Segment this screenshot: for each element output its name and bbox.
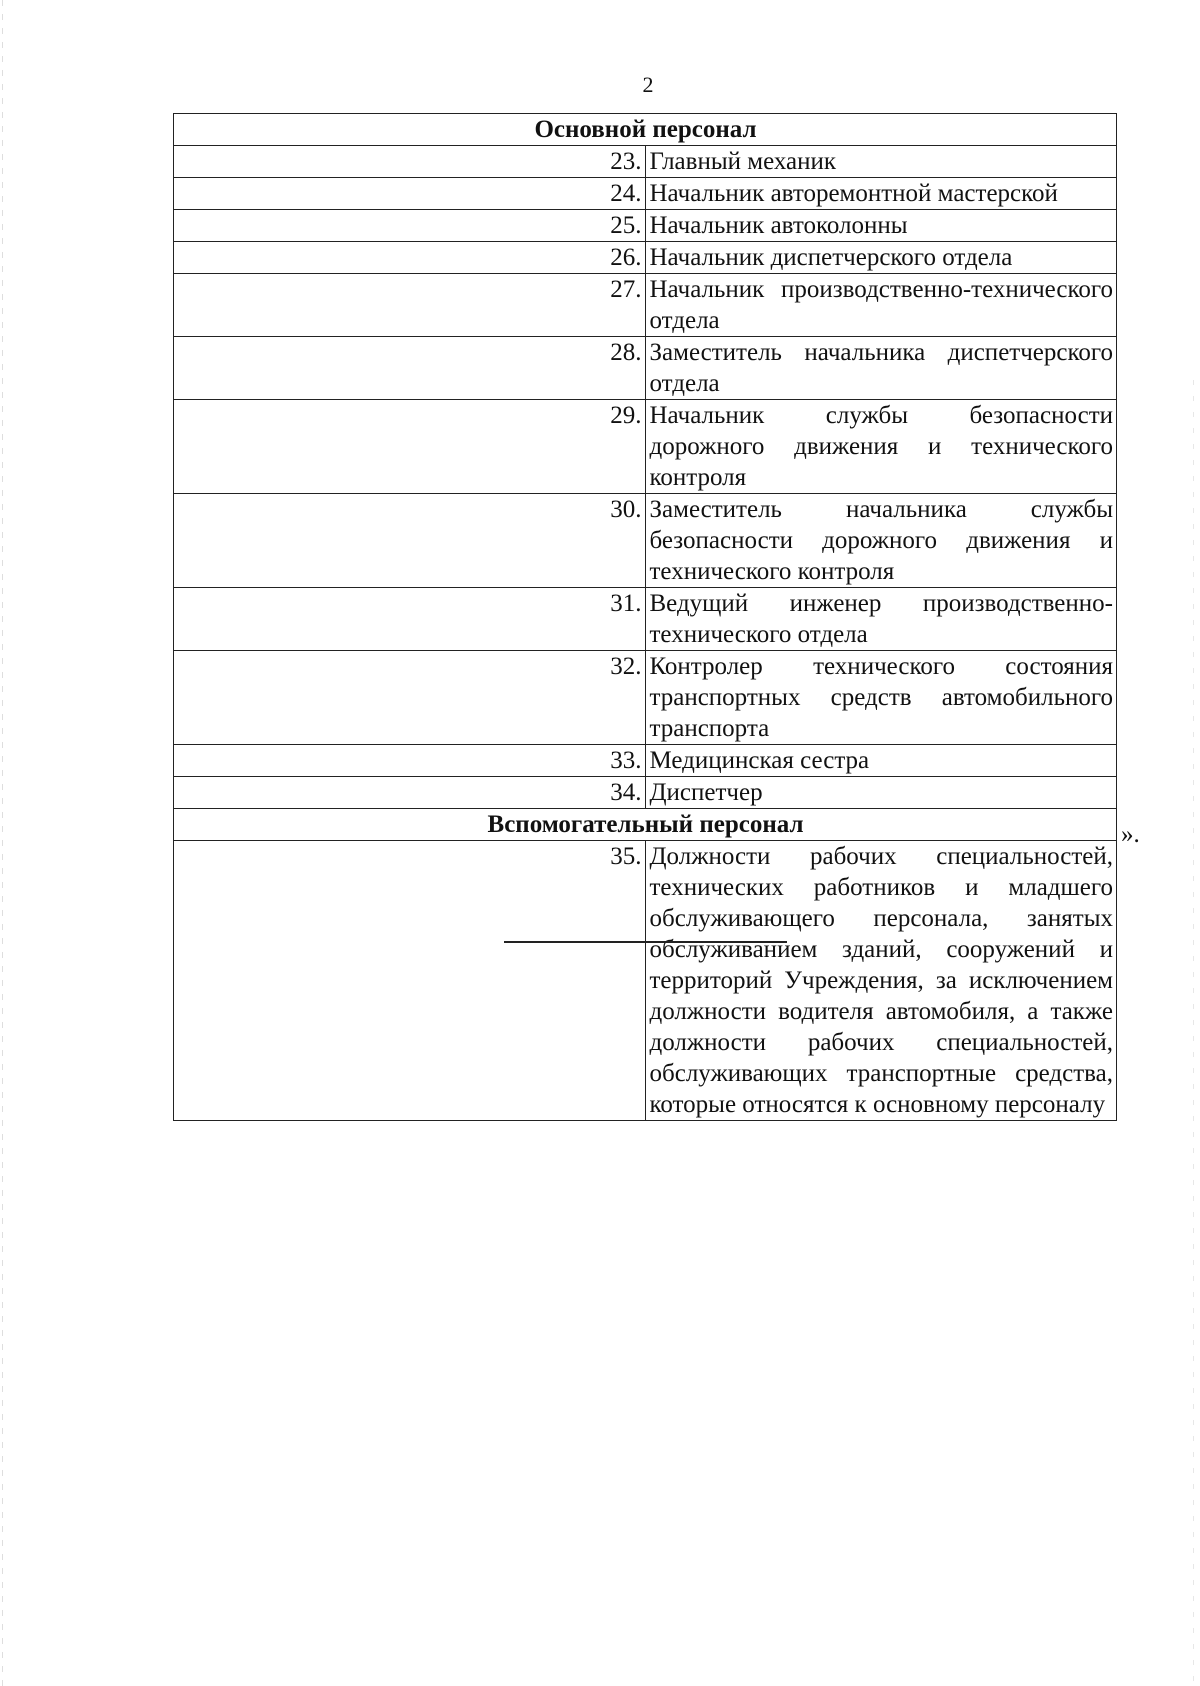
position-name: Начальник службы безопасности дорожного движения и технического контроля: [645, 400, 1117, 494]
page-number: 2: [642, 72, 654, 97]
position-name: Начальник производственно-технического отдела: [645, 274, 1117, 337]
table-row: [174, 274, 1117, 337]
table-row: [174, 400, 1117, 494]
section-header-row: [174, 114, 1117, 146]
row-number: 33.: [174, 745, 646, 777]
table-row: [174, 841, 1117, 1121]
row-number: 27.: [174, 274, 646, 337]
row-number: 24.: [174, 178, 646, 210]
position-name: Заместитель начальника службы безопасности дорожного движения и технического контроля: [645, 494, 1117, 588]
position-name: Главный механик: [645, 146, 1117, 178]
position-name: Начальник автоколонны: [645, 210, 1117, 242]
section-main-title: Основной персонал: [174, 114, 1117, 146]
position-name: Заместитель начальника диспетчерского отдела: [645, 337, 1117, 400]
row-number: 30.: [174, 494, 646, 588]
table-row: [174, 210, 1117, 242]
closing-quote-mark: ».: [1121, 821, 1140, 848]
table-row: [174, 337, 1117, 400]
section-header-row: [174, 809, 1117, 841]
table-row: [174, 777, 1117, 809]
table-row: [174, 745, 1117, 777]
row-number: 25.: [174, 210, 646, 242]
end-of-document-line: [504, 941, 787, 943]
position-name: Должности рабочих специальностей, технических работников и младшего обслуживающего персонала, занятых обслуживанием зданий, сооружений и территорий Учреждения, за исключением должности водителя автомобиля, а также должности рабочих специальностей, обслуживающих транспортные средства, которые относятся к основному персоналу: [645, 841, 1117, 1121]
table-row: [174, 588, 1117, 651]
scan-edge-right: [1193, 380, 1194, 1686]
row-number: 23.: [174, 146, 646, 178]
staff-table: [173, 113, 1117, 1121]
row-number: 32.: [174, 651, 646, 745]
table-row: [174, 242, 1117, 274]
row-number: 35.: [174, 841, 646, 1121]
table-row: [174, 178, 1117, 210]
scan-edge-left: [2, 0, 3, 1686]
position-name: Ведущий инженер производственно-технического отдела: [645, 588, 1117, 651]
section-aux-title: Вспомогательный персонал: [174, 809, 1117, 841]
position-name: Начальник авторемонтной мастерской: [645, 178, 1117, 210]
position-name: Контролер технического состояния транспортных средств автомобильного транспорта: [645, 651, 1117, 745]
position-name: Начальник диспетчерского отдела: [645, 242, 1117, 274]
position-name: Медицинская сестра: [645, 745, 1117, 777]
table-row: [174, 146, 1117, 178]
table-row: [174, 494, 1117, 588]
row-number: 31.: [174, 588, 646, 651]
position-name: Диспетчер: [645, 777, 1117, 809]
row-number: 29.: [174, 400, 646, 494]
row-number: 34.: [174, 777, 646, 809]
table-row: [174, 651, 1117, 745]
row-number: 28.: [174, 337, 646, 400]
row-number: 26.: [174, 242, 646, 274]
